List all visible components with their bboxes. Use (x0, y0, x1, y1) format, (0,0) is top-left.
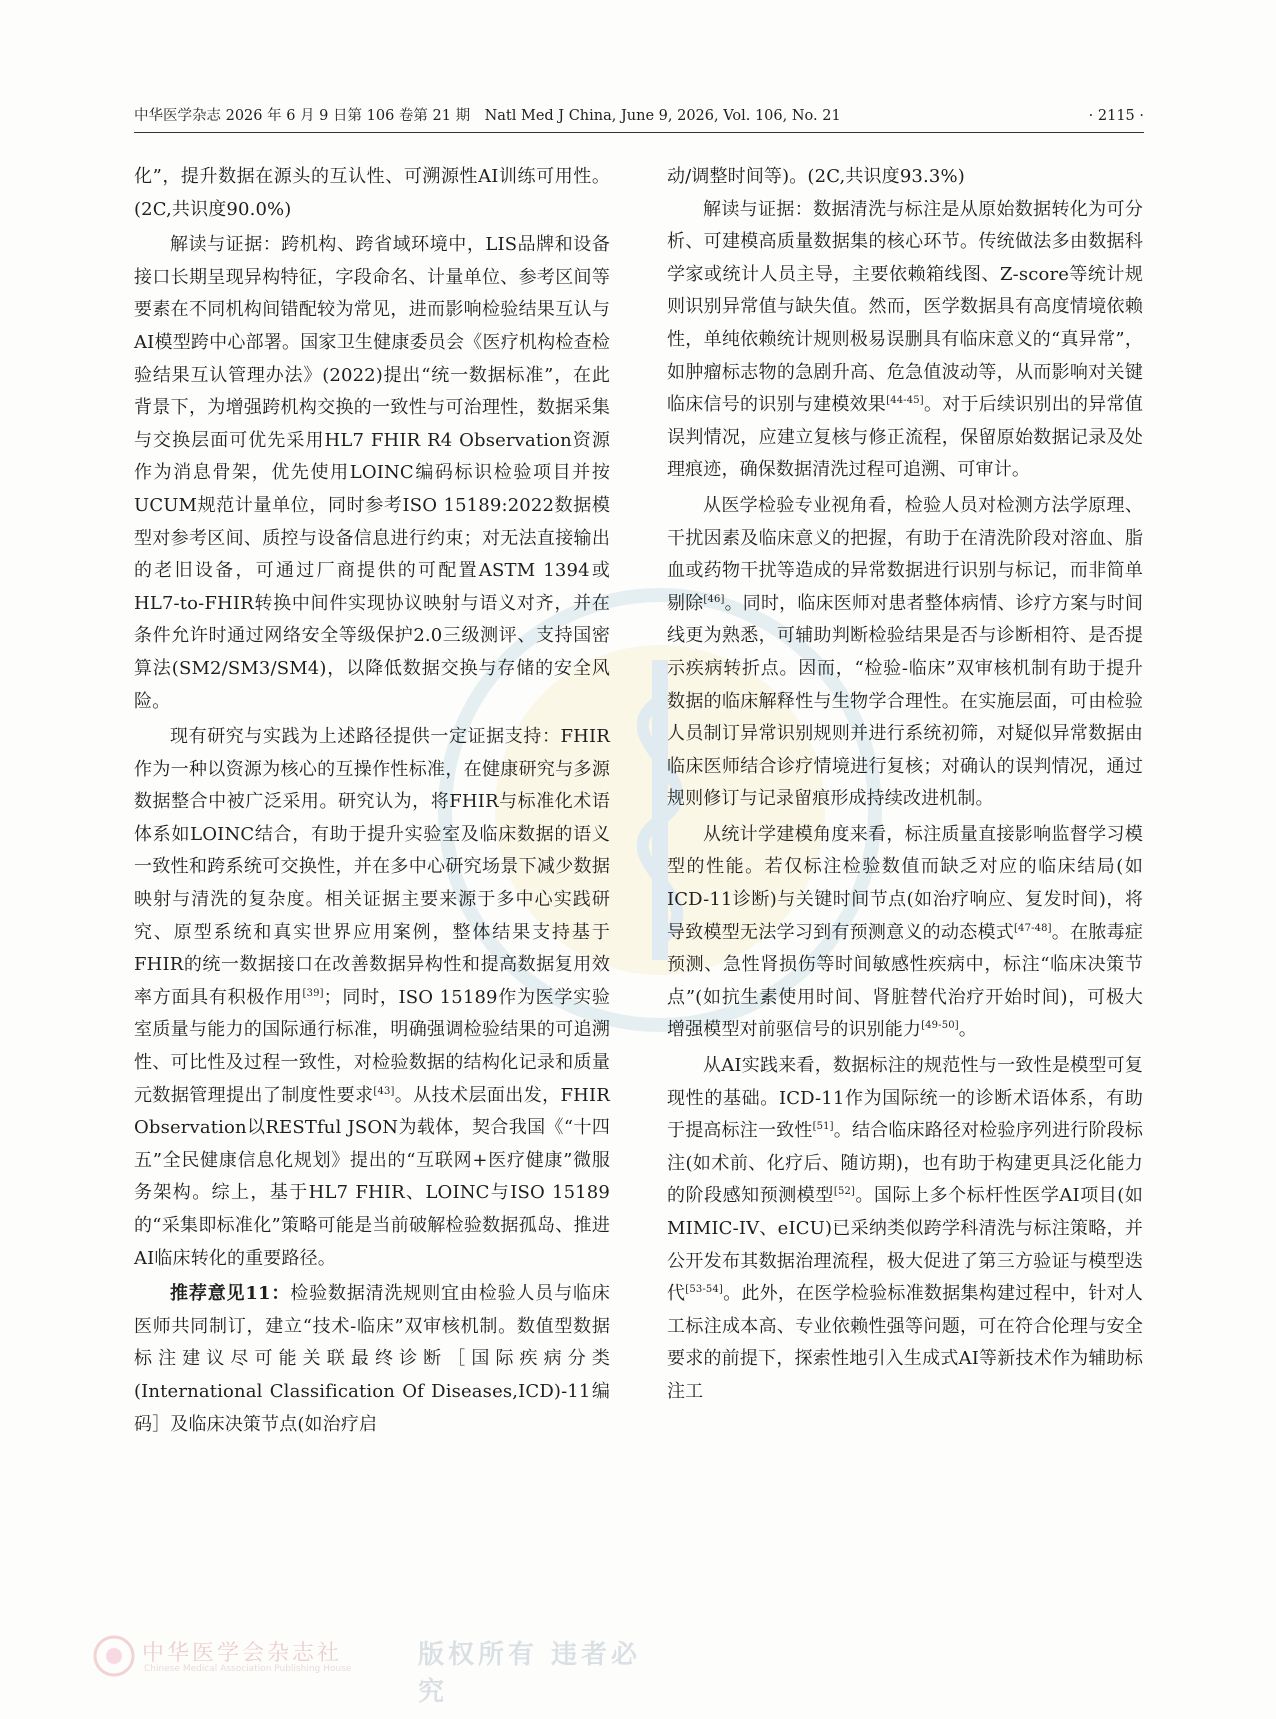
paragraph: 动/调整时间等)。(2C,共识度93.3%) (667, 166, 965, 187)
citation-ref: [53-54] (685, 1284, 723, 1296)
publisher-watermark (88, 1632, 648, 1707)
citation-ref: [52] (833, 1186, 856, 1198)
page-number: · 2115 · (1088, 108, 1144, 124)
citation-ref: [46] (703, 593, 725, 605)
paragraph: 从AI实践来看，数据标注的规范性与一致性是模型可复现性的基础。ICD-11作为国际统一的诊断术语体系，有助于提高标注一致性[51]。结合临床路径对检验序列进行阶段标注(如术前、化疗后、随访期)，也有助于构建更具泛化能力的阶段感知预测模型[52]。国际上多个标杆性医学AI项目(如MIMIC-IV、eICU)已采纳类似跨学科清洗与标注策略，并公开发布其数据治理流程，极大促进了第三方验证与模型迭代[53-54]。此外，在医学检验标准数据集构建过程中，针对人工标注成本高、专业依赖性强等问题，可在符合伦理与安全要求的前提下，探索性地引入生成式AI等新技术作为辅助标注工 (667, 1055, 1143, 1402)
citation-ref: [51] (812, 1121, 834, 1133)
journal-citation: 中华医学杂志 2026 年 6 月 9 日第 106 卷第 21 期 Natl Med J China, June 9, 2026, Vol. 106, No. 21 (134, 108, 841, 124)
paragraph: 化”，提升数据在源头的互认性、可溯源性AI训练可用性。(2C,共识度90.0%) (134, 166, 610, 220)
paragraph: 现有研究与实践为上述路径提供一定证据支持：FHIR作为一种以资源为核心的互操作性标准，在健康研究与多源数据整合中被广泛采用。研究认为，将FHIR与标准化术语体系如LOINC结合，有助于提升实验室及临床数据的语义一致性和跨系统可交换性，并在多中心研究场景下减少数据映射与清洗的复杂度。相关证据主要来源于多中心实践研究、原型系统和真实世界应用案例，整体结果支持基于FHIR的统一数据接口在改善数据异构性和提高数据复用效率方面具有积极作用[39]；同时，ISO 15189作为医学实验室质量与能力的国际通行标准，明确强调检验结果的可追溯性、可比性及过程一致性，对检验数据的结构化记录和质量元数据管理提出了制度性要求[43]。从技术层面出发，FHIR Observation以RESTful JSON为载体，契合我国《“十四五”全民健康信息化规划》提出的“互联网+医疗健康”微服务架构。综上，基于HL7 FHIR、LOINC与ISO 15189的“采集即标准化”策略可能是当前破解检验数据孤岛、推进AI临床转化的重要路径。 (134, 726, 610, 1269)
publisher-logo-icon (92, 1634, 136, 1678)
citation-ref: [49-50] (921, 1020, 959, 1032)
running-header (134, 104, 1144, 128)
citation-ref: [44-45] (886, 395, 924, 407)
header-rule (134, 132, 1144, 133)
right-column (667, 161, 1143, 1409)
publisher-name: 中华医学会杂志社 (142, 1641, 343, 1666)
citation-ref: [39] (302, 987, 324, 999)
paragraph: 解读与证据：跨机构、跨省域环境中，LIS品牌和设备接口长期呈现异构特征，字段命名、计量单位、参考区间等要素在不同机构间错配较为常见，进而影响检验结果互认与AI模型跨中心部署。国家卫生健康委员会《医疗机构检查检验结果互认管理办法》(2022)提出“统一数据标准”，在此背景下，为增强跨机构交换的一致性与可治理性，数据采集与交换层面可优先采用HL7 FHIR R4 Observation资源作为消息骨架，优先使用LOINC编码标识检验项目并按UCUM规范计量单位，同时参考ISO 15189:2022数据模型对参考区间、质控与设备信息进行约束；对无法直接输出的老旧设备，可通过厂商提供的可配置ASTM 1394或HL7-to-FHIR转换中间件实现协议映射与语义对齐，并在条件允许时通过网络安全等级保护2.0三级测评、支持国密算法(SM2/SM3/SM4)，以降低数据交换与存储的安全风险。 (134, 234, 610, 712)
citation-ref: [43] (373, 1085, 395, 1097)
citation-ref: [47-48] (1014, 922, 1052, 934)
publisher-name-en: Chinese Medical Association Publishing House (144, 1664, 352, 1674)
recommendation-label: 推荐意见11： (170, 1283, 291, 1305)
paragraph: 从医学检验专业视角看，检验人员对检测方法学原理、干扰因素及临床意义的把握，有助于在清洗阶段对溶血、脂血或药物干扰等造成的异常数据进行识别与标记，而非简单剔除[46]。同时，临床医师对患者整体病情、诊疗方案与时间线更为熟悉，可辅助判断检验结果是否与诊断相符、是否提示疾病转折点。因而，“检验-临床”双审核机制有助于提升数据的临床解释性与生物学合理性。在实施层面，可由检验人员制订异常识别规则并进行系统初筛，对疑似异常数据由临床医师结合诊疗情境进行复核；对确认的误判情况，通过规则修订与记录留痕形成持续改进机制。 (667, 494, 1143, 810)
paragraph: 解读与证据：数据清洗与标注是从原始数据转化为可分析、可建模高质量数据集的核心环节。传统做法多由数据科学家或统计人员主导，主要依赖箱线图、Z-score等统计规则识别异常值与缺失值。然而，医学数据具有高度情境依赖性，单纯依赖统计规则极易误删具有临床意义的“真异常”，如肿瘤标志物的急剧升高、危急值波动等，从而影响对关键临床信号的识别与建模效果[44-45]。对于后续识别出的异常值误判情况，应建立复核与修正流程，保留原始数据记录及处理痕迹，确保数据清洗过程可追溯、可审计。 (667, 198, 1143, 481)
copyright-stamp: 版权所有 违者必究 (418, 1640, 642, 1707)
recommendation-11: 推荐意见11：检验数据清洗规则宜由检验人员与临床医师共同制订，建立“技术-临床”双审核机制。数值型数据标注建议尽可能关联最终诊断［国际疾病分类(International Classification Of Diseases,ICD)-11编码］及临床决策节点(如治疗启 (134, 1283, 610, 1435)
left-column (134, 161, 610, 1441)
paragraph: 从统计学建模角度来看，标注质量直接影响监督学习模型的性能。若仅标注检验数值而缺乏对应的临床结局(如ICD-11诊断)与关键时间节点(如治疗响应、复发时间)，将导致模型无法学习到有预测意义的动态模式[47-48]。在脓毒症预测、急性肾损伤等时间敏感性疾病中，标注“临床决策节点”(如抗生素使用时间、肾脏替代治疗开始时间)，可极大增强模型对前驱信号的识别能力[49-50]。 (667, 823, 1144, 1041)
